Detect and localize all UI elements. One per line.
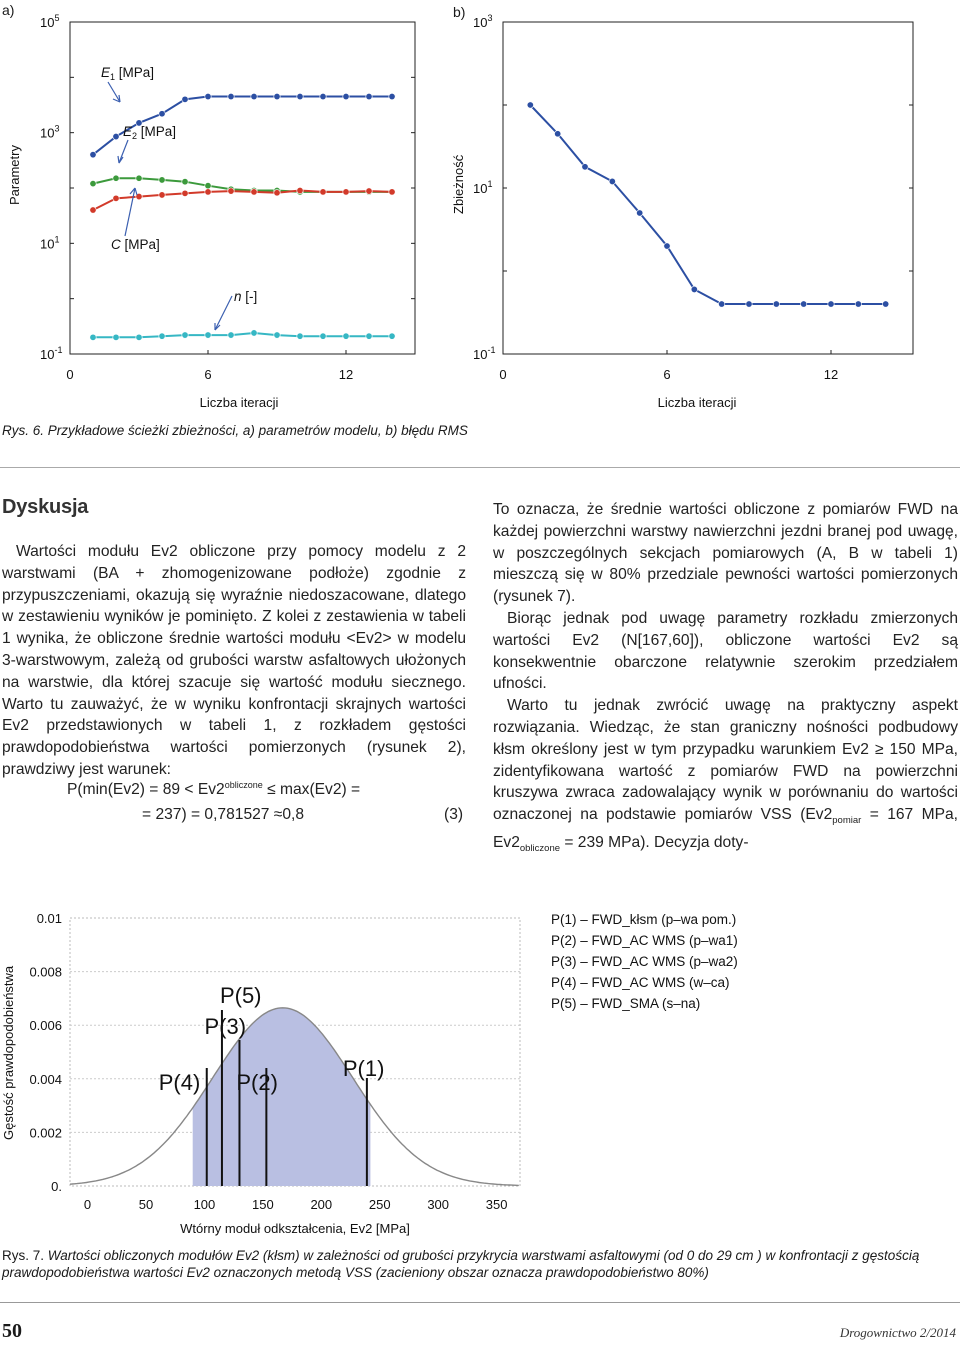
footer-divider <box>0 1302 960 1303</box>
fig7-legend-item: P(2) – FWD_AC WMS (p–wa1) <box>551 933 738 948</box>
fig6a-point-c <box>297 187 303 193</box>
fig6a-point-n <box>228 332 234 338</box>
fig6a-point-n <box>366 333 372 339</box>
equation-line-2: = 237) = 0,781527 ≈0,8 <box>142 806 305 823</box>
fig6b-point-rms <box>828 301 834 307</box>
fig6a-point-e1 <box>297 93 303 99</box>
fig7-xtick-label: 350 <box>485 1197 508 1212</box>
fig6b-ytick-label: $10^1$ <box>473 179 493 196</box>
fig6b-ytick-label: $10^{-1}$ <box>473 345 496 362</box>
figure-6-caption: Rys. 6. Przykładowe ścieżki zbieżności, a) parametrów modelu, b) błędu RMS <box>2 423 468 438</box>
fig6a-xtick-label: 0 <box>66 367 74 382</box>
fig6a-ytick-label: $10^1$ <box>40 234 60 252</box>
fig7-xtick-label: 100 <box>193 1197 216 1212</box>
fig6a-ann-n: n [-] <box>234 289 258 304</box>
fig6b-point-rms <box>609 178 615 184</box>
figure-7-svg <box>0 900 960 1245</box>
fig6a-arrows <box>108 82 232 330</box>
fig6b-xtick-label: 0 <box>499 367 507 382</box>
fig6a-point-e2 <box>182 178 188 184</box>
fig6a-point-e1 <box>251 93 257 99</box>
fig7-xtick-label: 150 <box>252 1197 274 1212</box>
fig7-ytick-label: 0. <box>51 1179 62 1194</box>
fig6b-point-rms <box>636 210 642 216</box>
fig6a-ytick-label: $10^5$ <box>40 13 60 30</box>
right-column <box>493 499 958 860</box>
fig6b-point-rms <box>664 243 670 249</box>
fig6a-point-n <box>297 333 303 339</box>
fig6b-ylabel: Zbieżność <box>451 154 466 214</box>
fig6a-point-e2 <box>205 183 211 189</box>
fig6a-point-c <box>366 188 372 194</box>
fig6a-point-n <box>182 332 188 338</box>
fig6b-point-rms <box>773 301 779 307</box>
fig6a-point-e1 <box>366 93 372 99</box>
fig7-ytick-label: 0.008 <box>29 964 62 980</box>
fig6a-point-e1 <box>228 93 234 99</box>
fig6b-point-rms <box>527 102 533 108</box>
fig7-ytick-label: 0.002 <box>29 1125 62 1141</box>
fig6a-point-e2 <box>136 175 142 181</box>
fig7-legend-item: P(5) – FWD_SMA (s–na) <box>551 996 701 1011</box>
fig6a-xtick-label: 6 <box>204 367 212 382</box>
figure-6-svg <box>0 0 960 430</box>
panel-b-label: b) <box>453 4 466 20</box>
fig6a-point-e2 <box>159 177 165 183</box>
fig6a-ytick-label: $10^3$ <box>40 123 60 141</box>
fig6a-point-c <box>159 192 165 198</box>
right-paragraph-2: Biorąc jednak pod uwagę parametry rozkładu zmierzonych wartości Ev2 (N[167,60]), obliczone wartości Ev2 są konsekwentnie obarczone relatywnie szerokim przedziałem ufności. <box>493 609 958 693</box>
fig7-marker-label: P(3) <box>204 1014 247 1039</box>
section-heading: Dyskusja <box>2 496 89 518</box>
fig6b-point-rms <box>800 301 806 307</box>
fig6b-series-rms <box>530 105 885 304</box>
left-column <box>2 541 466 781</box>
fig6a-point-n <box>136 334 142 340</box>
fig6a-point-n <box>90 334 96 340</box>
equation-number: (3) <box>444 806 464 823</box>
fig6b-xlabel: Liczba iteracji <box>657 395 737 410</box>
fig6a-ann-e1: $E_1$ [MPa] <box>101 65 155 82</box>
fig6a-point-c <box>182 190 188 196</box>
fig6b-ytick-label: $10^3$ <box>473 13 493 30</box>
fig7-marker-label: P(1) <box>342 1056 385 1081</box>
fig7-ytick-label: 0.006 <box>29 1018 62 1034</box>
fig6a-point-e1 <box>389 93 395 99</box>
fig6a-point-n <box>251 330 257 336</box>
fig7-ylabel: Gęstość prawdopodobieństwa <box>1 965 16 1140</box>
fig6a-ytick-label: $10^{-1}$ <box>40 345 63 362</box>
fig6b-point-rms <box>718 301 724 307</box>
figure-7-caption: Rys. 7. Wartości obliczonych modułów Ev2 (kłsm) w zależności od grubości przykrycia warstwami asfaltowymi (od 0 do 29 cm ) w konfrontacji z gęstością prawdopodobieństwa wartości Ev2 oznaczonych metodą VSS (zacieniony obszar oznacza prawdopodobieństwo 80%) <box>2 1248 920 1280</box>
fig6a-point-n <box>159 333 165 339</box>
fig6b-point-rms <box>554 131 560 137</box>
right-paragraph-3: Warto tu jednak zwrócić uwagę na praktyczny aspekt rozwiązania. Wiedząc, że stan graniczny nośności podbudowy kłsm określony jest w tym przypadku warunkiem Ev2 ≥ 150 MPa, zidentyfikowana wartość z pomiarów FWD na powierzchni kruszywa zwraca zadowalający wynik w porównaniu do wartości oznaczonej na podstawie pomiarów VSS ($Ev2_{pomiar} = 167$ MPa, $Ev2_{obliczone} = 239$ MPa). Decyzja doty- <box>493 697 958 855</box>
fig6a-ann-c: C [MPa] <box>111 237 160 252</box>
fig6a-point-c <box>389 189 395 195</box>
fig6b-xtick-label: 6 <box>663 367 671 382</box>
fig6a-point-e1 <box>320 93 326 99</box>
fig6a-point-e1 <box>205 93 211 99</box>
fig7-xlabel: Wtórny moduł odkształcenia, Ev2 [MPa] <box>180 1221 410 1236</box>
fig6a-xlabel: Liczba iteracji <box>199 395 279 410</box>
fig6a-point-e1 <box>113 133 119 139</box>
fig6a-point-c <box>251 189 257 195</box>
fig6b-point-rms <box>582 164 588 170</box>
journal-footer: Drogownictwo 2/2014 <box>839 1325 956 1340</box>
fig6a-point-c <box>274 190 280 196</box>
fig6b-point-rms <box>746 301 752 307</box>
section-divider <box>0 467 960 468</box>
fig7-legend-item: P(1) – FWD_kłsm (p–wa pom.) <box>551 912 737 927</box>
fig6a-ann-e2: $E_2$ [MPa] <box>123 124 177 141</box>
equation-3 <box>0 780 468 830</box>
fig6a-point-c <box>113 195 119 201</box>
fig6a-point-c <box>90 207 96 213</box>
panel-a-label: a) <box>2 2 15 18</box>
fig7-marker-label: P(4) <box>158 1070 201 1095</box>
fig6a-point-c <box>343 189 349 195</box>
fig6b-xtick-label: 12 <box>823 367 839 382</box>
fig7-xtick-label: 250 <box>368 1197 391 1212</box>
left-paragraph-1: Wartości modułu Ev2 obliczone przy pomocy modelu z 2 warstwami (BA + zhomogenizowane podłoże) zgodnie z przypuszczeniami, okazują się wyraźnie niedoszacowane, dlatego w zestawieniu wyników je pominięto. Z kolei z zestawienia w tabeli 1 wynika, że obliczone średnie wartości modułu <Ev2> w modelu 3-warstwowym, zależą od grubości warstw asfaltowych ułożonych na warstwie, dla której szacuje się wartość modułu siecznego. Warto tu zauważyć, że w wyniku konfrontacji skrajnych wartości Ev2 przedstawionych w tabeli 1, z rozkładem gęstości prawdopodobieństwa wartości pomierzonych (rysunek 2), prawdziwy jest warunek: <box>2 543 466 778</box>
fig7-xtick-label: 300 <box>427 1197 450 1212</box>
fig6a-ylabel: Parametry <box>7 145 22 205</box>
fig6a-point-n <box>320 333 326 339</box>
fig7-xtick-label: 50 <box>138 1197 154 1212</box>
fig6a-point-e2 <box>90 180 96 186</box>
fig6a-point-c <box>205 189 211 195</box>
fig6a-point-n <box>274 332 280 338</box>
fig6a-point-e1 <box>343 93 349 99</box>
fig7-marker-label: P(2) <box>236 1070 278 1095</box>
fig6a-point-e1 <box>274 93 280 99</box>
fig6a-point-e1 <box>182 96 188 102</box>
fig6b-point-rms <box>691 286 697 292</box>
fig6b-point-rms <box>882 301 888 307</box>
fig6a-point-n <box>343 333 349 339</box>
fig7-xtick-label: 200 <box>310 1197 333 1212</box>
fig6a-point-c <box>320 189 326 195</box>
fig6a-point-n <box>113 334 119 340</box>
fig7-ytick-label: 0.004 <box>29 1071 62 1087</box>
fig6a-xtick-label: 12 <box>338 367 354 382</box>
fig7-ytick-label: 0.01 <box>36 911 62 926</box>
fig6a-point-e2 <box>113 175 119 181</box>
fig6a-point-e1 <box>90 151 96 157</box>
fig6a-point-n <box>205 332 211 338</box>
fig7-legend-item: P(4) – FWD_AC WMS (w–ca) <box>551 975 730 990</box>
page-number: 50 <box>2 1320 22 1342</box>
fig6a-point-c <box>228 188 234 194</box>
fig7-legend <box>551 909 738 1014</box>
fig6b-point-rms <box>855 301 861 307</box>
fig7-xtick-label: 0 <box>83 1197 92 1212</box>
fig6a-point-n <box>389 333 395 339</box>
fig7-marker-label: P(5) <box>219 983 262 1008</box>
equation-line-1: $P(\min(Ev2) = 89 < Ev2^{obliczone} \le \max(Ev2)$ = <box>67 780 361 799</box>
fig7-legend-item: P(3) – FWD_AC WMS (p–wa2) <box>551 954 738 969</box>
fig6a-point-e1 <box>159 111 165 117</box>
right-paragraph-1: To oznacza, że średnie wartości obliczone z pomiarów FWD na każdej powierzchni warstwy nawierzchni jezdni branej pod uwagę, w poszczególnych sekcjach pomiarowych (A, B w tabeli 1) mieszczą się w 80% przedziale pewności wartości pomierzonych (rysunek 7). <box>493 501 958 606</box>
